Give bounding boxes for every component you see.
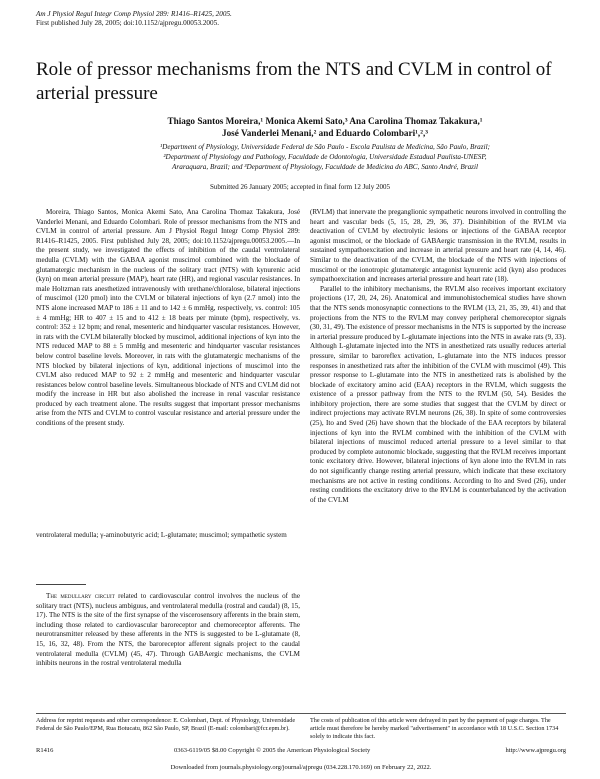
affiliation-line: Araraquara, Brazil; and ³Department of Physiology, Faculdade de Medicina do ABC, Santo André, Brazil: [172, 163, 478, 171]
download-notice: Downloaded from journals.physiology.org/journal/ajpregu (034.228.170.169) on February 22, 2022.: [170, 764, 432, 771]
right-column: [310, 208, 566, 505]
author-line: Thiago Santos Moreira,¹ Monica Akemi Sato,³ Ana Carolina Thomaz Takakura,¹: [167, 116, 483, 126]
body-paragraph: (RVLM) that innervate the preganglionic sympathetic neurons involved in controlling the heart and vascular beds (5, 15, 28, 29, 36, 37). Disinhibition of the RVLM via deactivation of CVLM by electrolytic lesions or injections of the GABAA receptor agonist muscimol, or the blockade of GABAergic transmission in the RVLM, results in sustained sympathoexcitation and increase in arterial pressure and heart rate (4, 14, 46). Similar to the deactivation of the CVLM, the blockade of the NTS with injections of muscimol or the ionotropic glutamatergic antagonist kynurenic acid (kyn) also produces sympathoexcitation and increases arterial pressure and heart rate (18).: [310, 208, 566, 284]
copyright: 0363-6119/05 $8.00 Copyright © 2005 the American Physiological Society: [174, 747, 371, 754]
submission-dates: Submitted 26 January 2005; accepted in final form 12 July 2005: [209, 183, 391, 191]
author-list: [90, 116, 560, 139]
page-charges-footnote: The costs of publication of this article were defrayed in part by the payment of page charges. The article must therefore be hereby marked "advertisement" in accordance with 18 U.S.C. Section 1734 solely to indicate this fact.: [310, 717, 559, 741]
publication-info: First published July 28, 2005; doi:10.1152/ajpregu.00053.2005.: [36, 19, 220, 27]
introduction: [36, 592, 300, 669]
affiliation-line: ²Department of Physiology and Pathology, Faculdade de Odontologia, Universidade Estadual Paulista-UNESP,: [163, 153, 487, 161]
footnote-divider: [36, 713, 566, 714]
journal-citation: Am J Physiol Regul Integr Comp Physiol 289: R1416–R1425, 2005.: [36, 10, 232, 18]
affiliations: [90, 142, 560, 172]
keywords: ventrolateral medulla; γ-aminobutyric acid; L-glutamate; muscimol; sympathetic system: [36, 531, 287, 539]
correspondence-footnote: Address for reprint requests and other correspondence: E. Colombari, Dept. of Physiology, Universidade Federal de São Paulo/EPM, Rua Botucatu, 862 São Paulo, SP, Brazil (E-mail: colombari@fcr.epm.br).: [36, 717, 296, 733]
section-divider: [36, 584, 86, 585]
article-title: Role of pressor mechanisms from the NTS and CVLM in control of arterial pressure: [36, 59, 552, 104]
journal-header: [36, 10, 232, 28]
affiliation-line: ¹Department of Physiology, Universidade Federal de São Paulo - Escola Paulista de Medicina, São Paulo, Brazil;: [160, 143, 490, 151]
abstract-text: Moreira, Thiago Santos, Monica Akemi Sato, Ana Carolina Thomaz Takakura, José Vanderlei Menani, and Eduardo Colombari. Role of pressor mechanisms from the NTS and CVLM in control of arterial pressure. Am J Physiol Regul Integr Comp Physiol 289: R1416–R1425, 2005. First published July 28, 2005; doi:10.1152/ajpregu.00053.2005.—In the present study, we investigated the effects of inhibition of the caudal ventrolateral medulla (CVLM) with the GABAA agonist muscimol combined with the blockade of glutamatergic mechanism in the nucleus of the solitary tract (NTS) with kynurenic acid (kyn) on mean arterial pressure (MAP), heart rate (HR), and regional vascular resistances. In male Holtzman rats anesthetized intravenously with urethane/chloralose, bilateral injections of muscimol (120 pmol) into the CVLM or bilateral injections of kyn (2.7 nmol) into the NTS alone increased MAP to 186 ± 11 and to 142 ± 6 mmHg, respectively, vs. control: 105 ± 4 mmHg; HR to 407 ± 15 and to 412 ± 18 beats per minute (bpm), respectively, vs. control: 352 ± 12 bpm; and renal, mesenteric and hindquarter vascular resistances. However, in rats with the CVLM bilaterally blocked by muscimol, additional injections of kyn into the NTS reduced MAP to 88 ± 5 mmHg and mesenteric and hindquarter vascular resistances below control baseline levels. Moreover, in rats with the glutamatergic mechanisms of the NTS blocked by bilateral injections of kyn, additional injections of muscimol into the CVLM also reduced MAP to 92 ± 2 mmHg and mesenteric and hindquarter vascular resistances below control baseline levels. Simultaneous blockade of NTS and CVLM did not modify the increase in HR but also abolished the increase in renal vascular resistance produced by each treatment alone. The results suggest that important pressor mechanisms arise from the NTS and CVLM to control vascular resistance and arterial pressure under the conditions of the present study.: [36, 208, 300, 428]
intro-paragraph: [36, 592, 300, 669]
author-line: José Vanderlei Menani,² and Eduardo Colombari¹,²,³: [221, 127, 429, 138]
intro-lead: The medullary circuit: [46, 592, 115, 600]
journal-url[interactable]: http://www.ajpregu.org: [505, 747, 566, 754]
intro-text: related to cardiovascular control involves the nucleus of the solitary tract (NTS), nucleus ambiguus, and ventrolateral medulla (rostral and caudal) (8, 15, 17). The NTS is the site of the first synapse of the viscerosensory afferents in the brain stem, including those related to cardiovascular baroreceptor and chemoreceptor afferents. The neurotransmitter released by these afferents in the NTS is suggested to be L-glutamate (8, 15, 16, 32, 48). From the NTS, the baroreceptor afferent signals project to the caudal ventrolateral medulla (CVLM) (45, 47). Through GABAergic mechanisms, the CVLM inhibits neurons in the rostral ventrolateral medulla: [36, 592, 300, 668]
body-paragraph: Parallel to the inhibitory mechanisms, the RVLM also receives important excitatory projections (17, 20, 24, 26). Anatomical and immunohistochemical studies have shown that the NTS sends monosynaptic connections to the RVLM (13, 21, 35, 39, 41) and that projections from the NTS to the RVLM may convey peripheral chemoreceptor signals (30, 31, 49). The existence of pressor mechanisms in the NTS is supported by the increase in arterial pressure produced by L-glutamate injections into the NTS in awake rats (9, 33). Although L-glutamate injected into the NTS in anesthetized rats usually reduces arterial pressure, similar to baroreflex activation, L-glutamate into the NTS induces pressor responses in anesthetized rats after the inhibition of the CVLM with muscimol (49). This pressor response to L-glutamate into the NTS in anesthetized rats is abolished by the blockade of excitatory amino acid (EAA) receptors in the RVLM, which suggests the existence of a pressor pathway from the NTS to the RVLM (50, 54). Besides the inhibitory projection, there are some studies that suggest that the CVLM by direct or indirect projections may activate RVLM neurons (26, 38). In spite of some controversies (25), Ito and Sved (26) have shown that the blockade of the EAA receptors by bilateral injections of kyn into the RVLM combined with the inhibition of the CVLM with bilateral injections of muscimol reduced arterial pressure to a level similar to that produced by complete autonomic blockade, suggesting that the RVLM receives important tonic excitatory drive. However, bilateral injections of kyn alone into the RVLM in rats do not significantly change resting arterial pressure, which indicate that these excitatory mechanisms are not active in resting conditions. According to Ito and Sved (26), under resting conditions the excitatory drive to the RVLM is counterbalanced by the activation of the CVLM: [310, 284, 566, 504]
page-number: R1416: [36, 747, 54, 754]
abstract: [36, 208, 300, 429]
